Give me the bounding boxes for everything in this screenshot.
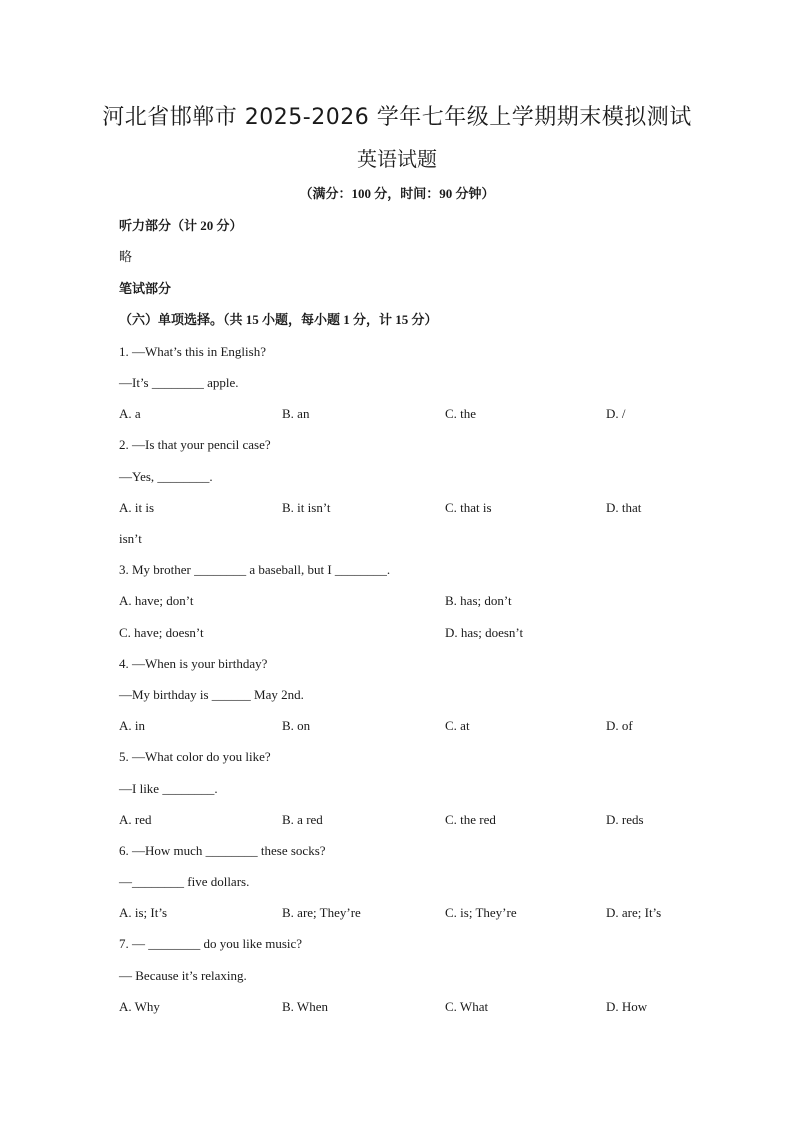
q2-option-a: A. it is [119, 500, 155, 515]
q5-option-b: B. a red [282, 812, 323, 827]
exam-title: 河北省邯郸市 2025-2026 学年七年级上学期期末模拟测试 [102, 105, 692, 130]
q3-option-d: D. has; doesn’t [445, 625, 524, 640]
listening-note: 略 [119, 249, 133, 264]
question-3: 3. My brother ________ a baseball, but I ________. [119, 562, 391, 577]
q7-option-c: C. What [445, 999, 489, 1014]
q3-option-b: B. has; don’t [445, 593, 512, 608]
question-4: 4. —When is your birthday? [119, 656, 268, 671]
question-7-answer: — Because it’s relaxing. [119, 968, 247, 983]
q2-option-b: B. it isn’t [282, 500, 331, 515]
question-2-answer: —Yes, ________. [119, 469, 213, 484]
q2-option-d: D. that [606, 500, 642, 515]
q4-option-c: C. at [445, 718, 470, 733]
question-7: 7. — ________ do you like music? [119, 936, 303, 951]
q7-option-d: D. How [606, 999, 648, 1014]
q2-option-d-wrap: isn’t [119, 531, 142, 546]
q1-option-b: B. an [282, 406, 310, 421]
q1-option-d: D. / [606, 406, 626, 421]
question-6-answer: —________ five dollars. [119, 874, 250, 889]
q6-option-d: D. are; It’s [606, 905, 662, 920]
part6-heading: （六）单项选择。（共 15 小题，每小题 1 分，计 15 分） [119, 312, 438, 327]
question-6: 6. —How much ________ these socks? [119, 843, 326, 858]
q1-option-a: A. a [119, 406, 141, 421]
exam-subject: 英语试题 [357, 147, 437, 171]
q3-option-a: A. have; don’t [119, 593, 194, 608]
q5-option-d: D. reds [606, 812, 644, 827]
listening-heading: 听力部分（计 20 分） [119, 218, 243, 233]
q6-option-a: A. is; It’s [119, 905, 168, 920]
q7-option-a: A. Why [119, 999, 160, 1014]
q4-option-b: B. on [282, 718, 311, 733]
q5-option-a: A. red [119, 812, 152, 827]
exam-meta: （满分：100 分，时间：90 分钟） [299, 186, 495, 201]
question-4-answer: —My birthday is ______ May 2nd. [119, 687, 304, 702]
q7-option-b: B. When [282, 999, 328, 1014]
question-5: 5. —What color do you like? [119, 749, 271, 764]
q3-option-c: C. have; doesn’t [119, 625, 204, 640]
q6-option-c: C. is; They’re [445, 905, 517, 920]
question-1: 1. —What’s this in English? [119, 344, 266, 359]
q4-option-d: D. of [606, 718, 633, 733]
q4-option-a: A. in [119, 718, 145, 733]
question-1-answer: —It’s ________ apple. [119, 375, 239, 390]
q6-option-b: B. are; They’re [282, 905, 361, 920]
q1-option-c: C. the [445, 406, 477, 421]
written-heading: 笔试部分 [119, 281, 172, 296]
question-5-answer: —I like ________. [119, 781, 218, 796]
q2-option-c: C. that is [445, 500, 492, 515]
question-2: 2. —Is that your pencil case? [119, 437, 271, 452]
q5-option-c: C. the red [445, 812, 496, 827]
